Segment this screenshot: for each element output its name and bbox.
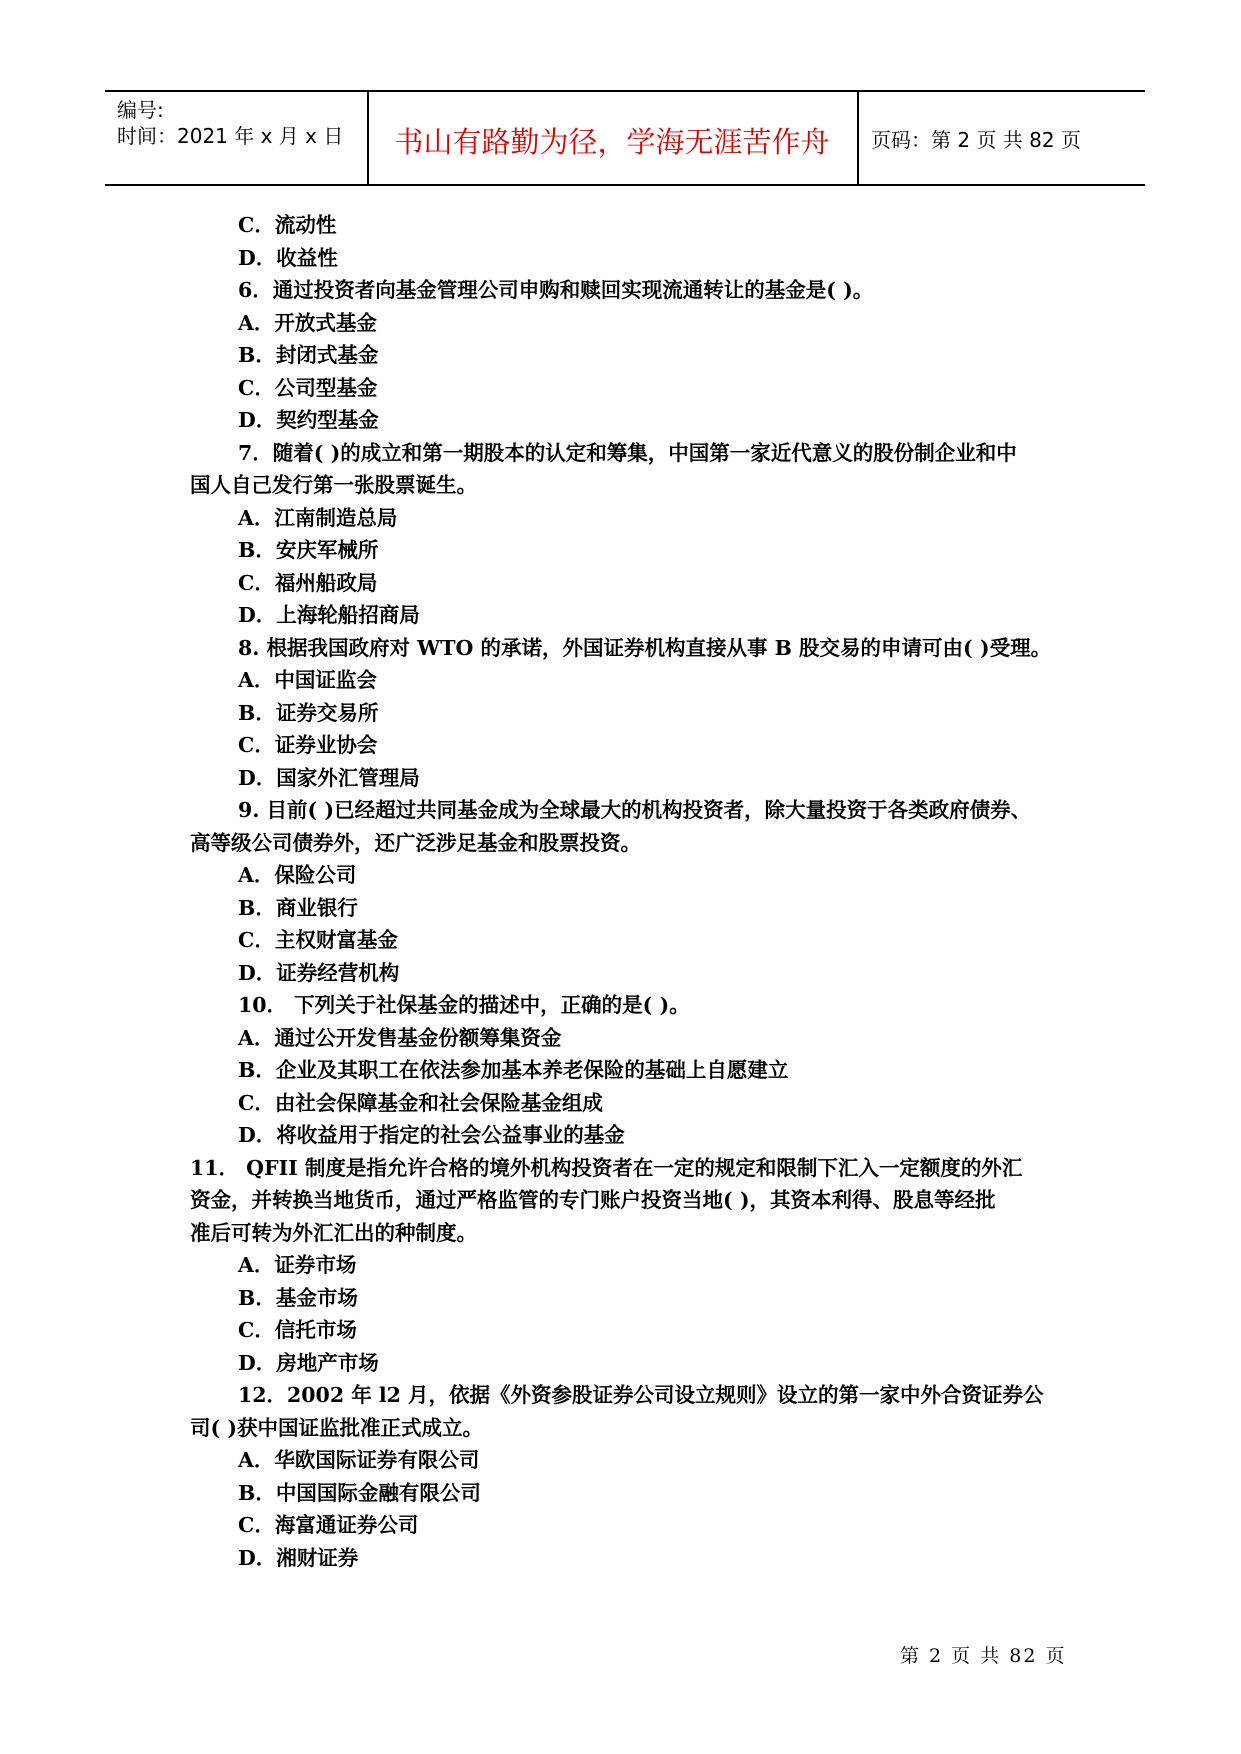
header-motto: 书山有路勤为径，学海无涯苦作舟 [394,125,830,159]
option-line: C．海富通证券公司 [238,1513,419,1537]
header-motto-cell [367,92,859,184]
option-line: A．通过公开发售基金份额筹集资金 [238,1026,562,1050]
question-line: 11． QFII 制度是指允许合格的境外机构投资者在一定的规定和限制下汇入一定额度的外汇 [190,1156,1023,1180]
option-line: D．收益性 [238,246,338,270]
option-line: C．流动性 [238,213,337,237]
page-footer: 第 2 页 共 82 页 [900,1645,1067,1667]
question-line: 准后可转为外汇汇出的种制度。 [190,1221,477,1245]
option-line: A．中国证监会 [238,668,377,692]
option-line: D．契约型基金 [238,408,379,432]
option-line: C．由社会保障基金和社会保险基金组成 [238,1091,603,1115]
option-line: D．将收益用于指定的社会公益事业的基金 [238,1123,625,1147]
option-line: C．福州船政局 [238,571,378,595]
option-line: A．江南制造总局 [238,506,398,530]
question-line: 8. 根据我国政府对 WTO 的承诺，外国证券机构直接从事 B 股交易的申请可由( )受理。 [238,636,1052,660]
header-page-cell [859,92,1145,184]
option-line: B．中国国际金融有限公司 [238,1481,481,1505]
option-line: B．基金市场 [238,1286,358,1310]
option-line: A．开放式基金 [238,311,377,335]
header-meta [105,92,369,184]
option-line: D．湘财证券 [238,1546,359,1570]
question-line: 高等级公司债券外，还广泛涉足基金和股票投资。 [190,831,641,855]
option-line: D．国家外汇管理局 [238,766,420,790]
question-line: 7．随着( )的成立和第一期股本的认定和筹集，中国第一家近代意义的股份制企业和中 [238,441,1017,465]
option-line: D．上海轮船招商局 [238,603,420,627]
option-line: C．主权财富基金 [238,928,398,952]
document-number-label: 编号: [117,98,164,122]
question-line: 国人自己发行第一张股票诞生。 [190,473,477,497]
header-page-info: 页码：第 2 页 共 82 页 [871,128,1081,152]
option-line: D．证券经营机构 [238,961,400,985]
option-line: A．保险公司 [238,863,357,887]
option-line: C．公司型基金 [238,376,378,400]
page-header [105,90,1145,186]
option-line: A．华欧国际证券有限公司 [238,1448,480,1472]
option-line: C．信托市场 [238,1318,357,1342]
question-line: 12．2002 年 l2 月，依据《外资参股证券公司设立规则》设立的第一家中外合资证券公 [238,1383,1044,1407]
option-line: C．证券业协会 [238,733,378,757]
question-line: 司( )获中国证监批准正式成立。 [190,1416,484,1440]
question-line: 6．通过投资者向基金管理公司申购和赎回实现流通转让的基金是( )。 [238,278,874,302]
option-line: D．房地产市场 [238,1351,379,1375]
option-line: B．安庆军械所 [238,538,379,562]
option-line: B．证券交易所 [238,701,379,725]
question-line: 10． 下列关于社保基金的描述中，正确的是( )。 [238,993,690,1017]
option-line: B．企业及其职工在依法参加基本养老保险的基础上自愿建立 [238,1058,789,1082]
question-line: 资金，并转换当地货币，通过严格监管的专门账户投资当地( )，其资本利得、股息等经批 [190,1188,996,1212]
option-line: A．证券市场 [238,1253,357,1277]
option-line: B．商业银行 [238,896,358,920]
question-line: 9. 目前( )已经超过共同基金成为全球最大的机构投资者，除大量投资于各类政府债券、 [238,798,1032,822]
document-time-label: 时间：2021 年 x 月 x 日 [117,124,344,148]
option-line: B．封闭式基金 [238,343,379,367]
